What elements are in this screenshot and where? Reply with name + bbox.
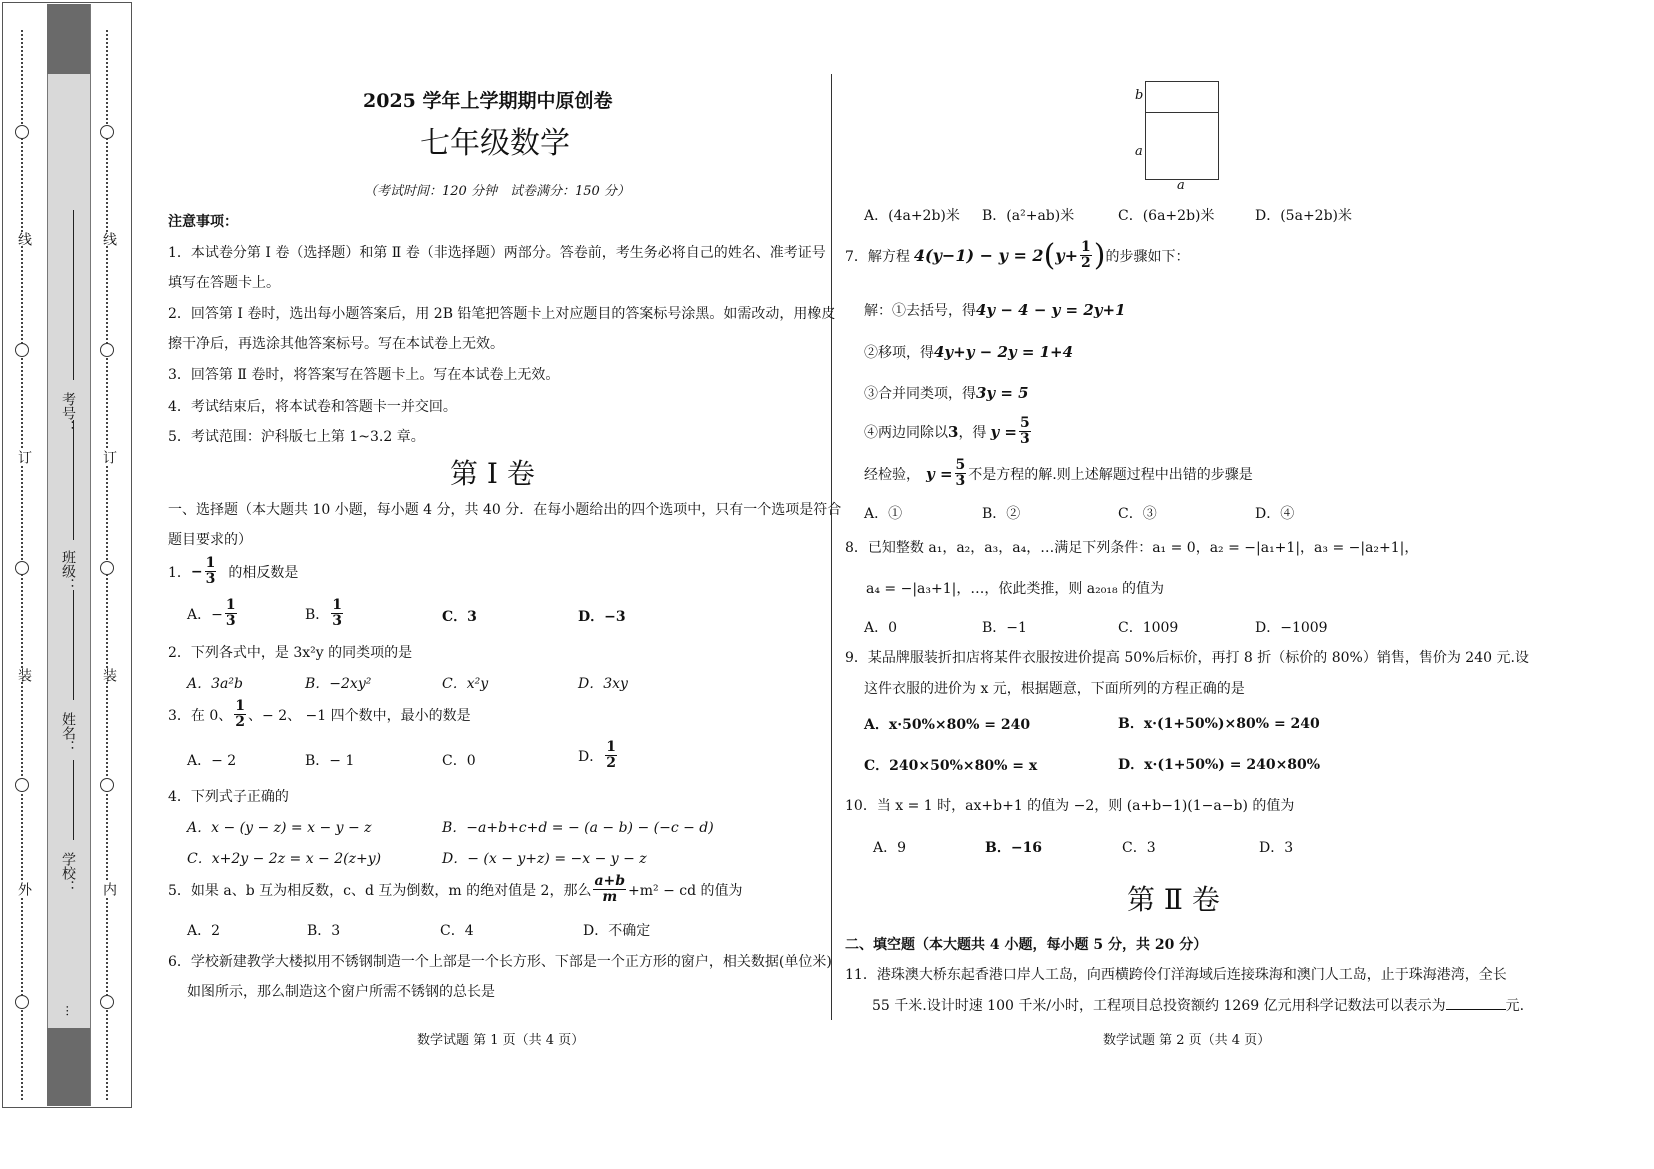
hole-marker [15, 561, 29, 575]
question-9: 9．某品牌服装折扣店将某件衣服按进价提高 50%后标价，再打 8 折（标价的 80%）销售，售价为 240 元.设 [845, 650, 1529, 666]
q2-option-c[interactable]: C．x²y [442, 676, 489, 692]
exam-title: 七年级数学 [420, 126, 570, 161]
exam-header: 2025 学年上学期期中原创卷 [363, 90, 613, 112]
q11-answer-blank[interactable] [1446, 997, 1506, 1010]
field-label-school: 学校： [60, 852, 76, 894]
q8-option-b[interactable]: B．−1 [982, 620, 1027, 636]
q5-option-c[interactable]: C．4 [440, 923, 474, 939]
margin-border-bottom [2, 1107, 132, 1108]
margin-mark-xian: 线 [16, 232, 32, 246]
margin-mark-xian: 线 [101, 232, 117, 246]
window-bottom-square [1145, 111, 1219, 180]
notice-line: 4．考试结束后，将本试卷和答题卡一并交回。 [168, 399, 457, 415]
question-10: 10．当 x = 1 时，ax+b+1 的值为 −2，则 (a+b−1)(1−a−b) 的值为 [845, 798, 1295, 814]
q4-option-d[interactable]: D．− (x − y+z) = −x − y − z [442, 851, 647, 867]
part-2-title: 第 Ⅱ 卷 [1127, 883, 1220, 916]
notice-line: 3．回答第 Ⅱ 卷时，将答案写在答题卡上。写在本试卷上无效。 [168, 367, 560, 383]
q4-option-b[interactable]: B．−a+b+c+d = − (a − b) − (−c − d) [442, 820, 714, 836]
q10-option-d[interactable]: D．3 [1259, 840, 1294, 856]
q3-option-d[interactable]: D． $\frac{1}{2}$ [578, 739, 616, 771]
question-3: 3．在 0、 $\frac{1}{2}$ 、− 2、 −1 四个数中，最小的数是 [168, 698, 471, 730]
hole-marker [15, 995, 29, 1009]
q4-option-c[interactable]: C．x+2y − 2z = x − 2(z+y) [187, 851, 382, 867]
notice-title: 注意事项： [168, 214, 238, 230]
q7-option-c[interactable]: C．③ [1118, 506, 1157, 522]
q1-option-b[interactable]: B． $\frac{1}{3}$ [305, 597, 343, 629]
page-2-footer: 数学试题 第 2 页（共 4 页） [1103, 1033, 1271, 1048]
margin-border-left [2, 2, 3, 1108]
info-strip-cap-bottom [47, 1028, 90, 1106]
figure-label-a-bottom: a [1177, 178, 1185, 193]
question-11: 11．港珠澳大桥东起香港口岸人工岛，向西横跨伶仃洋海域后连接珠海和澳门人工岛，止于珠海港湾，全长 [845, 967, 1507, 983]
q7-option-a[interactable]: A．① [864, 506, 903, 522]
margin-mark-ding: 订 [101, 450, 117, 464]
notice-line: 5．考试范围：沪科版七上第 1~3.2 章。 [168, 429, 425, 445]
q10-option-a[interactable]: A．9 [873, 840, 907, 856]
q6-option-b[interactable]: B．(a²+ab)米 [982, 208, 1075, 224]
q5-option-a[interactable]: A．2 [187, 923, 221, 939]
question-9: 这件衣服的进价为 x 元，根据题意，下面所列的方程正确的是 [864, 681, 1245, 697]
page-1-footer: 数学试题 第 1 页（共 4 页） [417, 1033, 585, 1048]
hole-marker [15, 125, 29, 139]
strip-dots: ··· [60, 1005, 74, 1017]
notice-line: 2．回答第 Ⅰ 卷时，选出每小题答案后，用 2B 铅笔把答题卡上对应题目的答案标号涂黑。如需改动，用橡皮 [168, 306, 836, 322]
exam-info: （考试时间：120 分钟 试卷满分：150 分） [364, 184, 630, 199]
q4-option-a[interactable]: A．x − (y − z) = x − y − z [187, 820, 372, 836]
q10-option-c[interactable]: C．3 [1122, 840, 1156, 856]
question-5: 5．如果 a、b 互为相反数，c、d 互为倒数，m 的绝对值是 2，那么 $\frac{a+b}{m}$ +m² − cd 的值为 [168, 873, 743, 905]
q6-option-d[interactable]: D．(5a+2b)米 [1255, 208, 1353, 224]
q3-option-a[interactable]: A．− 2 [187, 753, 237, 769]
q1-option-a[interactable]: A．− $\frac{1}{3}$ [187, 597, 236, 629]
notice-line: 填写在答题卡上。 [168, 275, 280, 291]
hole-marker [15, 778, 29, 792]
field-label-class: 班级： [60, 550, 76, 592]
margin-mark-zhuang: 装 [16, 668, 32, 682]
q7-step-1: 解：①去括号，得4y − 4 − y = 2y+1 [864, 301, 1126, 319]
margin-mark-zhuang: 装 [101, 668, 117, 682]
field-label-exam-number: 考号： [60, 392, 76, 434]
question-8: 8．已知整数 a₁，a₂，a₃，a₄，…满足下列条件：a₁ = 0，a₂ = −|a₁+1|，a₃ = −|a₂+1|， [845, 540, 1419, 556]
q7-option-b[interactable]: B．② [982, 506, 1021, 522]
field-line-class[interactable] [73, 420, 74, 540]
margin-border-right [131, 2, 132, 1108]
question-2: 2．下列各式中，是 3x²y 的同类项的是 [168, 645, 413, 661]
q7-step-3: ③合并同类项，得3y = 5 [864, 384, 1029, 402]
margin-border-top [2, 2, 132, 3]
margin-mark-nei: 内 [101, 882, 117, 896]
q8-option-c[interactable]: C．1009 [1118, 620, 1179, 636]
section-2-heading: 二、填空题（本大题共 4 小题，每小题 5 分，共 20 分） [845, 937, 1208, 953]
field-line-school[interactable] [73, 760, 74, 840]
hole-marker [100, 561, 114, 575]
q3-option-c[interactable]: C．0 [442, 753, 476, 769]
column-divider [831, 74, 832, 1020]
q2-option-d[interactable]: D．3xy [578, 676, 628, 692]
question-6: 6．学校新建教学大楼拟用不锈钢制造一个上部是一个长方形、下部是一个正方形的窗户，相关数据(单位米) [168, 954, 832, 970]
field-line-name[interactable] [73, 590, 74, 700]
hole-marker [100, 125, 114, 139]
q2-option-a[interactable]: A．3a²b [187, 676, 243, 692]
q9-option-b[interactable]: B．x·(1+50%)×80% = 240 [1118, 716, 1320, 732]
question-11: 55 千米.设计时速 100 千米/小时，工程项目总投资额约 1269 亿元用科学记数法可以表示为 元. [872, 998, 1525, 1014]
question-6: 如图所示，那么制造这个窗户所需不锈钢的总长是 [187, 984, 495, 1000]
q7-option-d[interactable]: D．④ [1255, 506, 1295, 522]
field-line-exam-number[interactable] [73, 210, 74, 380]
q2-option-b[interactable]: B．−2xy² [305, 676, 372, 692]
hole-marker [100, 995, 114, 1009]
notice-line: 1．本试卷分第 Ⅰ 卷（选择题）和第 Ⅱ 卷（非选择题）两部分。答卷前，考生务必将自己的姓名、准考证号 [168, 245, 826, 261]
q5-option-d[interactable]: D．不确定 [583, 923, 651, 939]
window-figure [1130, 78, 1230, 193]
q7-step-4: ④两边同除以 3 ，得 y = $\frac{5}{3}$ [864, 415, 1030, 447]
question-1: 1． − $\frac{1}{3}$ 的相反数是 [168, 555, 299, 587]
figure-label-b: b [1135, 88, 1144, 103]
part-1-title: 第 Ⅰ 卷 [450, 457, 535, 490]
section-1-heading: 题目要求的） [168, 532, 252, 548]
q9-option-c[interactable]: C．240×50%×80% = x [864, 758, 1038, 774]
q6-option-a[interactable]: A．(4a+2b)米 [864, 208, 960, 224]
q9-option-d[interactable]: D．x·(1+50%) = 240×80% [1118, 757, 1321, 773]
q1-option-d[interactable]: D．−3 [578, 609, 626, 625]
figure-label-a-side: a [1135, 144, 1143, 159]
margin-mark-ding: 订 [16, 450, 32, 464]
q10-option-b[interactable]: B．−16 [985, 840, 1043, 856]
hole-marker [100, 343, 114, 357]
question-4: 4．下列式子正确的 [168, 789, 289, 805]
q7-check: 经检验， y = $\frac{5}{3}$ 不是方程的解.则上述解题过程中出错的步骤是 [864, 457, 1253, 489]
hole-marker [100, 778, 114, 792]
margin-mark-wai: 外 [16, 882, 32, 896]
hole-marker [15, 343, 29, 357]
q1-option-c[interactable]: C．3 [442, 609, 477, 625]
section-1-heading: 一、选择题（本大题共 10 小题，每小题 4 分，共 40 分．在每小题给出的四个选项中，只有一个选项是符合 [168, 502, 842, 518]
q8-option-d[interactable]: D．−1009 [1255, 620, 1328, 636]
q3-option-b[interactable]: B．− 1 [305, 753, 355, 769]
field-label-name: 姓名： [60, 712, 76, 754]
notice-line: 擦干净后，再选涂其他答案标号。写在本试卷上无效。 [168, 336, 504, 352]
question-7: 7．解方程 4(y−1) − y = 2 ( y+ $\frac{1}{2}$ ) 的步骤如下： [845, 237, 1190, 273]
window-top-rect [1145, 81, 1219, 113]
q7-step-2: ②移项，得4y+y − 2y = 1+4 [864, 343, 1074, 361]
q5-option-b[interactable]: B．3 [307, 923, 341, 939]
question-8: a₄ = −|a₃+1|，…，依此类推，则 a₂₀₁₈ 的值为 [866, 581, 1165, 597]
q6-option-c[interactable]: C．(6a+2b)米 [1118, 208, 1215, 224]
q8-option-a[interactable]: A．0 [864, 620, 898, 636]
q9-option-a[interactable]: A．x·50%×80% = 240 [864, 717, 1031, 733]
info-strip-cap-top [47, 4, 90, 74]
